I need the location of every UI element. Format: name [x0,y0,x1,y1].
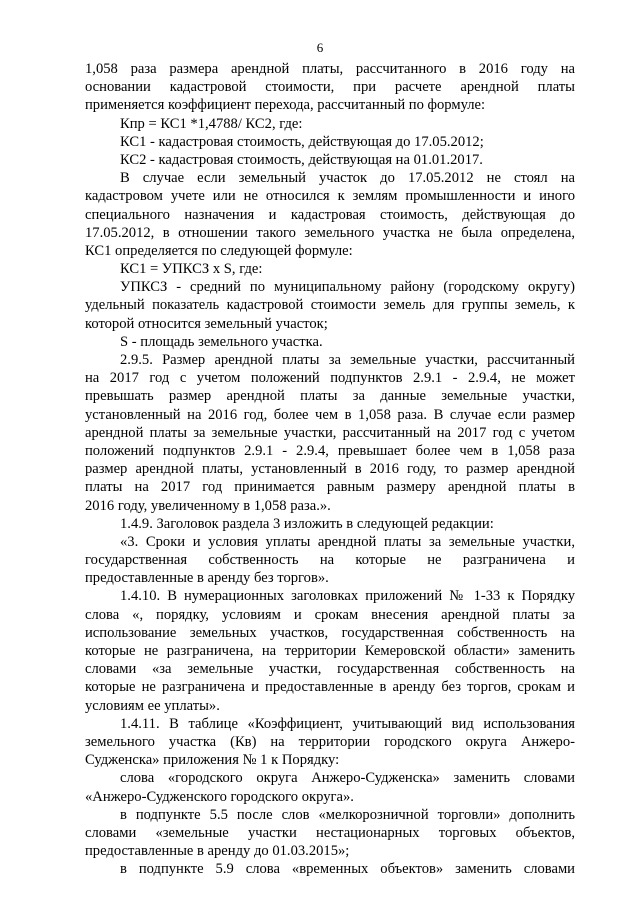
text-line: кадастровом учете или не относился к землям промышленности и иного [85,188,575,205]
text-line: слова «городского округа Анжеро-Судженска» заменить словами [120,770,575,787]
text-line: удельный показатель кадастровой стоимости земель для группы земель, к [85,297,575,314]
text-line: установленный на 2016 год, более чем в 1,058 раза. В случае если размер [85,406,575,423]
text-line: 2.9.5. Размер арендной платы за земельные участки, рассчитанный [120,352,575,368]
text-line: «Анжеро-Судженского городского округа». [85,788,354,805]
text-line: условиям ее уплаты». [85,697,220,714]
text-line: на 2017 год с учетом положений подпунктов 2.9.1 - 2.9.4, не может [85,370,575,387]
text-line: размер арендной платы, установленный в 2016 году, то размер арендной [85,461,575,478]
text-line: которой относится земельный участок; [85,315,328,332]
text-line: 1.4.11. В таблице «Коэффициент, учитывающий вид использования [120,715,575,732]
text-line: «3. Сроки и условия уплаты арендной платы за земельные участки, [120,533,575,550]
text-line: применяется коэффициент перехода, рассчитанный по формуле: [85,97,486,114]
text-line: S - площадь земельного участка. [120,333,323,350]
text-line: государственная собственность на которые не разграничена и [85,552,575,569]
text-line: КС1 = УПКСЗ x S, где: [120,261,263,278]
text-line: словами «за земельные участки, государственная собственность на [85,661,575,678]
text-line: 2016 году, увеличенному в 1,058 раза.». [85,497,331,514]
text-line: которые не разграничена, на территории Кемеровской области» заменить [85,643,575,659]
text-line: словами «земельные участки нестационарных торговых объектов, [85,824,575,841]
text-line: арендной платы за земельные участки, рассчитанный на 2017 год с учетом [85,424,575,441]
text-line: 1.4.10. В нумерационных заголовках приложений № 1-33 к Порядку [120,588,575,605]
text-line: слова «, порядку, условиям и срокам внесения арендной платы за [85,606,575,623]
text-line: УПКСЗ - средний по муниципальному району (городскому округу) [120,279,575,296]
text-line: платы на 2017 год принимается равным размеру арендной платы в [85,479,575,496]
text-line: использование земельных участков, государственная собственность на [85,624,575,641]
text-line: основании кадастровой стоимости, при расчете арендной платы [85,79,575,96]
text-line: предоставленные в аренду без торгов». [85,570,329,587]
text-line: земельного участка (Кв) на территории городского округа Анжеро- [85,733,575,750]
text-line: КС2 - кадастровая стоимость, действующая на 01.01.2017. [120,151,483,168]
text-line: в подпункте 5.5 после слов «мелкорозничной торговли» дополнить [120,806,575,823]
text-line: положений подпунктов 2.9.1 - 2.9.4, превышает более чем в 1,058 раза [85,442,575,459]
page-number: 6 [316,40,324,55]
text-line: специального назначения и кадастровая стоимость, действующая до [85,206,575,223]
text-line: 17.05.2012, в отношении такого земельного участка не была определена, [85,224,575,241]
text-line: Кпр = КС1 *1,4788/ КС2, где: [120,115,303,132]
document-body [85,60,575,878]
text-line: В случае если земельный участок до 17.05.2012 не стоял на [120,170,575,187]
text-line: которые не разграничена и предоставленные в аренду без торгов, срокам и [85,679,575,696]
text-line: 1.4.9. Заголовок раздела 3 изложить в следующей редакции: [120,515,494,532]
text-line: КС1 - кадастровая стоимость, действующая до 17.05.2012; [120,133,484,150]
text-line: КС1 определяется по следующей формуле: [85,242,353,259]
text-line: 1,058 раза размера арендной платы, рассчитанного в 2016 году на [85,61,575,77]
text-line: в подпункте 5.9 слова «временных объектов» заменить словами [120,861,575,878]
text-line: превышать размер арендной платы за данные земельные участки, [85,388,575,405]
text-line: предоставленные в аренду до 01.03.2015»; [85,843,350,860]
text-line: Судженска» приложения № 1 к Порядку: [85,752,340,769]
